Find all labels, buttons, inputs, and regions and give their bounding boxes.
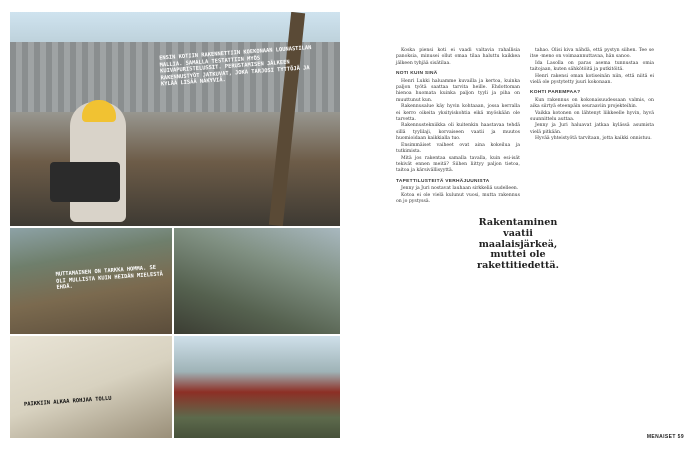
photo-caption-middle: MUTTAMAINEN ON TARKKA HOMMA. SE OLI MULLISTA KUIN HEIDÄN MIELESTÄ EHDÄ.: [55, 264, 164, 292]
photo-group-work: [174, 228, 340, 334]
photo-red-cottage: [174, 336, 340, 438]
paragraph: Hyvää yhteistyötä tarvitaan, jotta kaikki onnistuu.: [535, 136, 652, 142]
paragraph: Henri rakensi oman kotiseinän niin, että niitä ei vielä ole pystytetty juuri kokonaan.: [530, 73, 654, 86]
text-column-1: [396, 48, 520, 205]
paragraph: tahao. Olisi kiva nähdä, että pystyn siihen. Tee se itse -meno on voimaannuttavaa, hän sanoo.: [530, 48, 654, 60]
paragraph: Kun rakennus on kokonaisuudessaan valmis, on aika siirtyä eteenpäin seuraaviin projekteihin.: [530, 97, 654, 110]
hearing-protector: [82, 100, 116, 122]
hero-photo-saw-worker: [10, 12, 340, 226]
text-column-2: [530, 48, 654, 143]
photo-caption-top: ENSIN KOTIIN RAKENNETTIIN KOEKONAAN LOUNASTILAN MALLIA. SAMALLA TESTATTIIN MYÖS KUIVAPURISTELUSSIT. PERUSTAMISEN JÄLKEEN RAKENNUSTYÖT JATKUVAT, JOKA TARJOSI TYTTÖJÄ JA KYLÄÄ LISÄÄ NÄKYVIÄ.: [159, 44, 312, 88]
paragraph: Kotoa ei ole vielä kulunut vuosi, mutta rakennus on jo pystyssä.: [396, 192, 520, 204]
pull-quote: Rakentaminen vaatii maalaisjärkeä, muttei ole rakettitiedettä.: [477, 217, 559, 272]
paragraph: Henri Lukki haluamme kuvailla ja kertoa, kuinka paljon työtä saattaa tarvita heille. Ehdottoman hienoa huomata kuinka paljon tyyli ja piha on muuttunut kun.: [396, 78, 520, 103]
section-heading: TAPETTILUSTEITÄ VERHÄJUUNISTA: [396, 178, 490, 184]
paragraph: Ensimmäiset vaiheet ovat aina kokeilua ja tutkimista.: [396, 142, 520, 155]
paragraph: Mitä jos rakentaa samalla tavalla, kuin esi-isät tekivät ennen meitä? Siihen liittyy paljon tietoa, taitoa ja kärsivällisyyttä.: [396, 155, 520, 174]
paragraph: Jenny ja Juri nostavat lauhaan sirkkeliä uudelleen.: [401, 186, 519, 192]
paragraph: Rakennustekniikka oli kuitenkin haastavaa tehdä sillä tyylilaji, korvaiseen vaatii ja muutos huomioidaan kaikkialla tuo.: [396, 123, 520, 142]
page-footer: MENAISET 59: [646, 434, 684, 440]
paragraph: Rakennusalue käy hyvin kohtaaan, jossa kerralla ei kerro oikeita yksityiskohtia eikä myöskään ole tarvetta.: [396, 104, 520, 123]
paragraph: Jenny ja Juri haluavat jatkaa kylässä asumista vielä pitkään.: [530, 123, 654, 135]
paragraph: Ida Lasolla on paras asema tunnustaa omia taitojaan, kuten sähkötöitä ja putkitöitä.: [530, 60, 654, 73]
paragraph: Koska piensi koti ei vaadi valtavia rahallisia panoksia, minusei ollut omaa tilaa haluttu kaikkea jälkeen tyhjää sisätilaa.: [396, 48, 520, 66]
photo-caption-sheet: PAIKKIIN ALKAA ROHJAA TOLLU: [23, 395, 112, 408]
photo-surveying: [10, 228, 172, 334]
section-heading: NOTI KUIN SINÄ: [396, 71, 438, 77]
section-heading: KOHTI PAREMPAA?: [530, 90, 581, 96]
paragraph: Vaikka kotonen on lähtenyt liikkeelle hyvin, hyvä suunnittelu auttaa.: [530, 110, 654, 123]
circular-saw: [50, 162, 120, 202]
photo-floor-plan: [10, 336, 172, 438]
